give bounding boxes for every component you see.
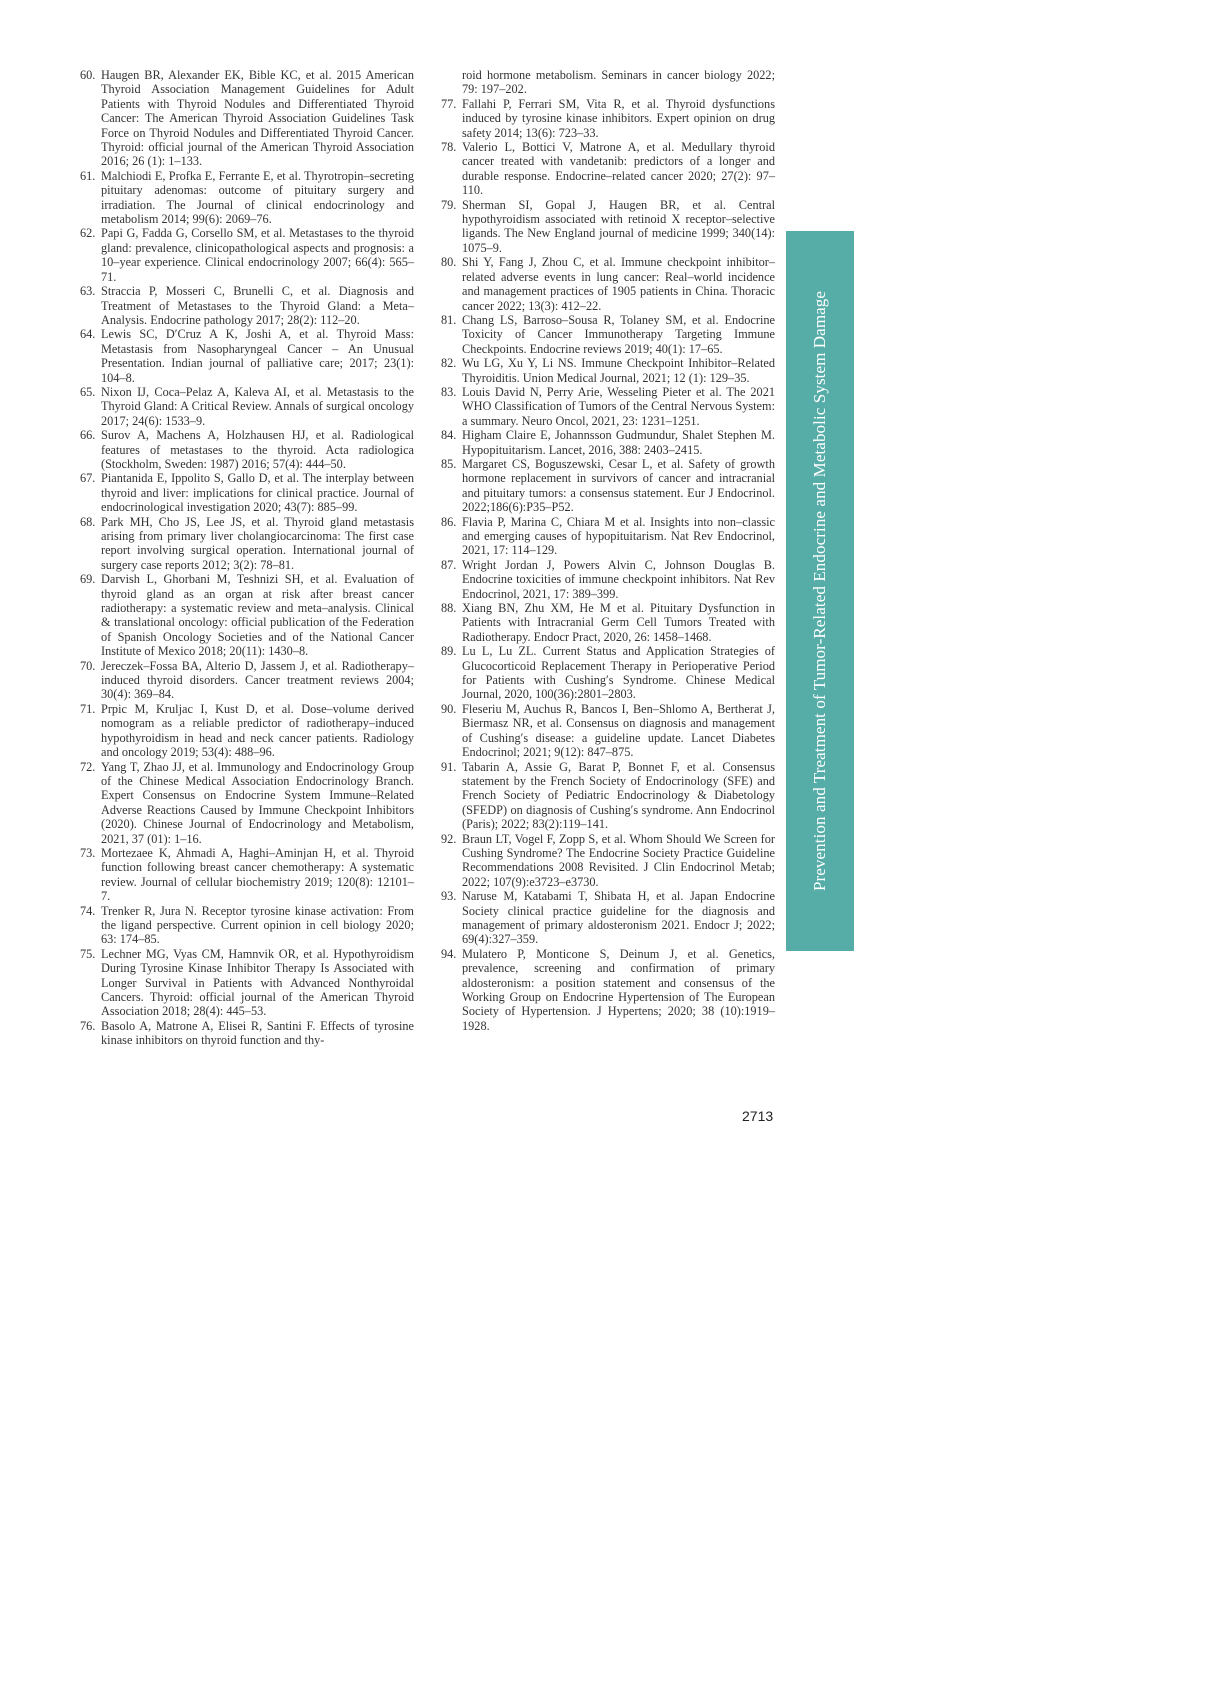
- reference-text: Xiang BN, Zhu XM, He M et al. Pituitary Dysfunction in Patients with Intracranial Germ Cell Tumors Treated with Radiotherapy. Endocr Pract, 2020, 26: 1458–1468.: [462, 601, 775, 644]
- reference-number: 87.: [441, 557, 457, 572]
- reference-column-right: [441, 68, 775, 1033]
- reference-text: Prpic M, Kruljac I, Kust D, et al. Dose–volume derived nomogram as a reliable predictor of radiotherapy–induced hypothyroidism in head and neck cancer patients. Radiology and oncology 2019; 53(4): 488–96.: [101, 701, 414, 760]
- reference-number: 74.: [80, 903, 96, 918]
- reference-item: [441, 457, 775, 515]
- reference-number: 67.: [80, 471, 96, 486]
- reference-number: 80.: [441, 255, 457, 270]
- reference-text: Lu L, Lu ZL. Current Status and Application Strategies of Glucocorticoid Replacement Therapy in Perioperative Period for Patients with Cushing′s Syndrome. Chinese Medical Journal, 2020, 100(36):2801–2803.: [462, 644, 775, 702]
- reference-text: Mulatero P, Monticone S, Deinum J, et al. Genetics, prevalence, screening and confirmation of primary aldosteronism: a position statement and consensus of the Working Group on Endocrine Hypertension of The European Society of Hypertension. J Hypertens; 2020; 38 (10):1919–1928.: [462, 946, 775, 1033]
- chapter-sidebar-tab: [786, 231, 854, 951]
- reference-item: [80, 515, 414, 573]
- reference-number: 83.: [441, 384, 457, 399]
- reference-item: [441, 760, 775, 832]
- reference-number: 64.: [80, 327, 96, 342]
- reference-item: [80, 947, 414, 1019]
- reference-item: [441, 198, 775, 256]
- reference-item: [441, 515, 775, 558]
- reference-number: 76.: [80, 1018, 96, 1033]
- reference-column-left: [80, 68, 414, 1048]
- reference-number: 63.: [80, 284, 96, 299]
- reference-text: Shi Y, Fang J, Zhou C, et al. Immune checkpoint inhibitor–related adverse events in lung cancer: Real–world incidence and management practices of 1905 patients in China. Thoracic cancer 2022; 13(3): 412–22.: [462, 255, 775, 313]
- reference-item: [441, 255, 775, 313]
- reference-number: 82.: [441, 356, 457, 371]
- reference-number: 85.: [441, 456, 457, 471]
- reference-number: 61.: [80, 168, 96, 183]
- reference-number: 62.: [80, 226, 96, 241]
- reference-text: Mortezaee K, Ahmadi A, Haghi–Aminjan H, et al. Thyroid function following breast cancer chemotherapy: A systematic review. Journal of cellular biochemistry 2019; 120(8): 12101–7.: [101, 845, 414, 904]
- reference-text: Yang T, Zhao JJ, et al. Immunology and Endocrinology Group of the Chinese Medical Association Endocrinology Branch. Expert Consensus on Endocrine System Immune–Related Adverse Reactions Caused by Immune Checkpoint Inhibitors (2020). Chinese Journal of Endocrinology and Metabolism, 2021, 37 (01): 1–16.: [101, 759, 414, 846]
- reference-text: Surov A, Machens A, Holzhausen HJ, et al. Radiological features of metastases to the thyroid. Acta radiologica (Stockholm, Sweden: 1987) 2016; 57(4): 444–50.: [101, 428, 414, 471]
- reference-number: 89.: [441, 644, 457, 659]
- reference-item: [441, 889, 775, 947]
- reference-text: Valerio L, Bottici V, Matrone A, et al. Medullary thyroid cancer treated with vandetanib: predictors of a longer and durable response. Endocrine–related cancer 2020; 27(2): 97–110.: [462, 140, 775, 198]
- reference-item: [80, 846, 414, 904]
- reference-item: [80, 169, 414, 227]
- reference-item: [441, 140, 775, 198]
- reference-text: Nixon IJ, Coca–Pelaz A, Kaleva AI, et al. Metastasis to the Thyroid Gland: A Critical Review. Annals of surgical oncology 2017; 24(6): 1533–9.: [101, 384, 414, 428]
- reference-number: 73.: [80, 845, 96, 860]
- reference-item: [80, 385, 414, 428]
- reference-text: Straccia P, Mosseri C, Brunelli C, et al. Diagnosis and Treatment of Metastases to the Thyroid Gland: a Meta–Analysis. Endocrine pathology 2017; 28(2): 112–20.: [101, 284, 414, 327]
- reference-text: Braun LT, Vogel F, Zopp S, et al. Whom Should We Screen for Cushing Syndrome? The Endocrine Society Practice Guideline Recommendations 2008 Revisited. J Clin Endocrinol Metab; 2022; 107(9):e3723–e3730.: [462, 831, 775, 889]
- reference-number: 91.: [441, 759, 457, 774]
- reference-text: Chang LS, Barroso–Sousa R, Tolaney SM, et al. Endocrine Toxicity of Cancer Immunotherapy Targeting Immune Checkpoints. Endocrine reviews 2019; 40(1): 17–65.: [462, 312, 775, 356]
- reference-text: Higham Claire E, Johannsson Gudmundur, Shalet Stephen M. Hypopituitarism. Lancet, 2016, 388: 2403–2415.: [462, 428, 775, 457]
- reference-number: 60.: [80, 68, 96, 82]
- reference-number: 90.: [441, 701, 457, 716]
- reference-number: 84.: [441, 428, 457, 443]
- reference-text: Basolo A, Matrone A, Elisei R, Santini F. Effects of tyrosine kinase inhibitors on thyroid function and thy-: [101, 1018, 414, 1048]
- reference-item: [441, 385, 775, 428]
- reference-number: 78.: [441, 140, 457, 155]
- reference-text: Fallahi P, Ferrari SM, Vita R, et al. Thyroid dysfunctions induced by tyrosine kinase inhibitors. Expert opinion on drug safety 2014; 13(6): 723–33.: [462, 96, 775, 140]
- reference-text: Darvish L, Ghorbani M, Teshnizi SH, et al. Evaluation of thyroid gland as an organ at risk after breast cancer radiotherapy: a systematic review and meta–analysis. Clinical & translational oncology: official publication of the Federation of Spanish Oncology Societies and of the National Cancer Institute of Mexico 2018; 20(11): 1430–8.: [101, 572, 414, 659]
- reference-item: [80, 471, 414, 514]
- reference-text: Lechner MG, Vyas CM, Hamnvik OR, et al. Hypothyroidism During Tyrosine Kinase Inhibitor Therapy Is Associated with Longer Survival in Patients with Advanced Nonthyroidal Cancers. Thyroid: official journal of the American Thyroid Association 2018; 28(4): 445–53.: [101, 946, 414, 1019]
- page-number: 2713: [742, 1108, 774, 1124]
- reference-item: [441, 558, 775, 601]
- reference-item: [80, 327, 414, 385]
- reference-item: [441, 313, 775, 356]
- reference-item: [80, 284, 414, 327]
- reference-number: 88.: [441, 601, 457, 616]
- reference-number: 77.: [441, 96, 457, 111]
- reference-item: [441, 832, 775, 890]
- reference-text: Sherman SI, Gopal J, Haugen BR, et al. Central hypothyroidism associated with retinoid X receptor–selective ligands. The New England journal of medicine 1999; 340(14): 1075–9.: [462, 197, 775, 255]
- reference-text: Wu LG, Xu Y, Li NS. Immune Checkpoint Inhibitor–Related Thyroiditis. Union Medical Journal, 2021; 12 (1): 129–35.: [462, 356, 775, 385]
- reference-number: 86.: [441, 514, 457, 529]
- reference-item: [80, 68, 414, 169]
- reference-item: [441, 97, 775, 140]
- reference-continuation: [441, 68, 775, 97]
- reference-number: 93.: [441, 889, 457, 904]
- reference-text: Naruse M, Katabami T, Shibata H, et al. Japan Endocrine Society clinical practice guideline for the diagnosis and management of primary aldosteronism 2021. Endocr J; 2022; 69(4):327–359.: [462, 889, 775, 947]
- reference-number: 71.: [80, 701, 96, 716]
- reference-item: [80, 428, 414, 471]
- reference-item: [441, 356, 775, 385]
- reference-item: [80, 760, 414, 846]
- reference-number: 75.: [80, 946, 96, 961]
- reference-number: 66.: [80, 428, 96, 443]
- reference-text: Wright Jordan J, Powers Alvin C, Johnson Douglas B. Endocrine toxicities of immune checkpoint inhibitors. Nat Rev Endocrinol, 2021, 17: 389–399.: [462, 557, 775, 601]
- reference-item: [80, 904, 414, 947]
- reference-number: 79.: [441, 197, 457, 212]
- chapter-title: Prevention and Treatment of Tumor-Related Endocrine and Metabolic System Damage: [810, 290, 829, 892]
- reference-item: [80, 659, 414, 702]
- reference-text: Haugen BR, Alexander EK, Bible KC, et al. 2015 American Thyroid Association Management Guidelines for Adult Patients with Thyroid Nodules and Differentiated Thyroid Cancer: The American Thyroid Association Guidelines Task Force on Thyroid Nodules and Differentiated Thyroid Cancer. Thyroid: official journal of the American Thyroid Association 2016; 26 (1): 1–133.: [101, 68, 414, 169]
- reference-item: [80, 702, 414, 760]
- reference-item: [441, 601, 775, 644]
- reference-text: Flavia P, Marina C, Chiara M et al. Insights into non–classic and emerging causes of hypopituitarism. Nat Rev Endocrinol, 2021, 17: 114–129.: [462, 514, 775, 558]
- reference-text: Park MH, Cho JS, Lee JS, et al. Thyroid gland metastasis arising from primary liver cholangiocarcinoma: The first case report involving surgical operation. International journal of surgery case reports 2012; 3(2): 78–81.: [101, 514, 414, 572]
- reference-text: Lewis SC, D′Cruz A K, Joshi A, et al. Thyroid Mass: Metastasis from Nasopharyngeal Cancer – An Unusual Presentation. Indian journal of palliative care; 2017; 23(1): 104–8.: [101, 327, 414, 385]
- reference-number: 69.: [80, 572, 96, 587]
- reference-text: roid hormone metabolism. Seminars in cancer biology 2022; 79: 197–202.: [462, 68, 775, 97]
- reference-item: [80, 1019, 414, 1048]
- reference-text: Jereczek–Fossa BA, Alterio D, Jassem J, et al. Radiotherapy–induced thyroid disorders. Cancer treatment reviews 2004; 30(4): 369–84.: [101, 658, 414, 702]
- reference-number: 68.: [80, 514, 96, 529]
- reference-number: 72.: [80, 759, 96, 774]
- reference-text: Louis David N, Perry Arie, Wesseling Pieter et al. The 2021 WHO Classification of Tumors of the Central Nervous System: a summary. Neuro Oncol, 2021, 23: 1231–1251.: [462, 384, 775, 428]
- reference-number: 81.: [441, 312, 457, 327]
- reference-item: [441, 428, 775, 457]
- reference-item: [441, 702, 775, 760]
- reference-text: Trenker R, Jura N. Receptor tyrosine kinase activation: From the ligand perspective. Current opinion in cell biology 2020; 63: 174–85.: [101, 903, 414, 947]
- reference-number: 70.: [80, 658, 96, 673]
- reference-number: 92.: [441, 831, 457, 846]
- reference-text: Margaret CS, Boguszewski, Cesar L, et al. Safety of growth hormone replacement in survivors of cancer and intracranial and pituitary tumors: a consensus statement. Eur J Endocrinol. 2022;186(6):P35–P52.: [462, 456, 775, 515]
- reference-text: Fleseriu M, Auchus R, Bancos I, Ben–Shlomo A, Bertherat J, Biermasz NR, et al. Consensus on diagnosis and management of Cushing′s disease: a guideline update. Lancet Diabetes Endocrinol; 2021; 9(12): 847–875.: [462, 701, 775, 760]
- reference-item: [441, 947, 775, 1033]
- reference-number: 65.: [80, 384, 96, 399]
- reference-item: [441, 644, 775, 702]
- reference-text: Tabarin A, Assie G, Barat P, Bonnet F, et al. Consensus statement by the French Society of Endocrinology (SFE) and French Society of Pediatric Endocrinology & Diabetology (SFEDP) on diagnosis of Cushing′s syndrome. Ann Endocrinol (Paris); 2022; 83(2):119–141.: [462, 759, 775, 832]
- reference-text: Piantanida E, Ippolito S, Gallo D, et al. The interplay between thyroid and liver: implications for clinical practice. Journal of endocrinological investigation 2020; 43(7): 885–99.: [101, 471, 414, 515]
- reference-item: [80, 226, 414, 284]
- reference-text: Papi G, Fadda G, Corsello SM, et al. Metastases to the thyroid gland: prevalence, clinicopathological aspects and prognosis: a 10–year experience. Clinical endocrinology 2007; 66(4): 565–71.: [101, 226, 414, 284]
- reference-text: Malchiodi E, Profka E, Ferrante E, et al. Thyrotropin–secreting pituitary adenomas: outcome of pituitary surgery and irradiation. The Journal of clinical endocrinology and metabolism 2014; 99(6): 2069–76.: [101, 168, 414, 227]
- reference-number: 94.: [441, 946, 457, 961]
- reference-item: [80, 572, 414, 658]
